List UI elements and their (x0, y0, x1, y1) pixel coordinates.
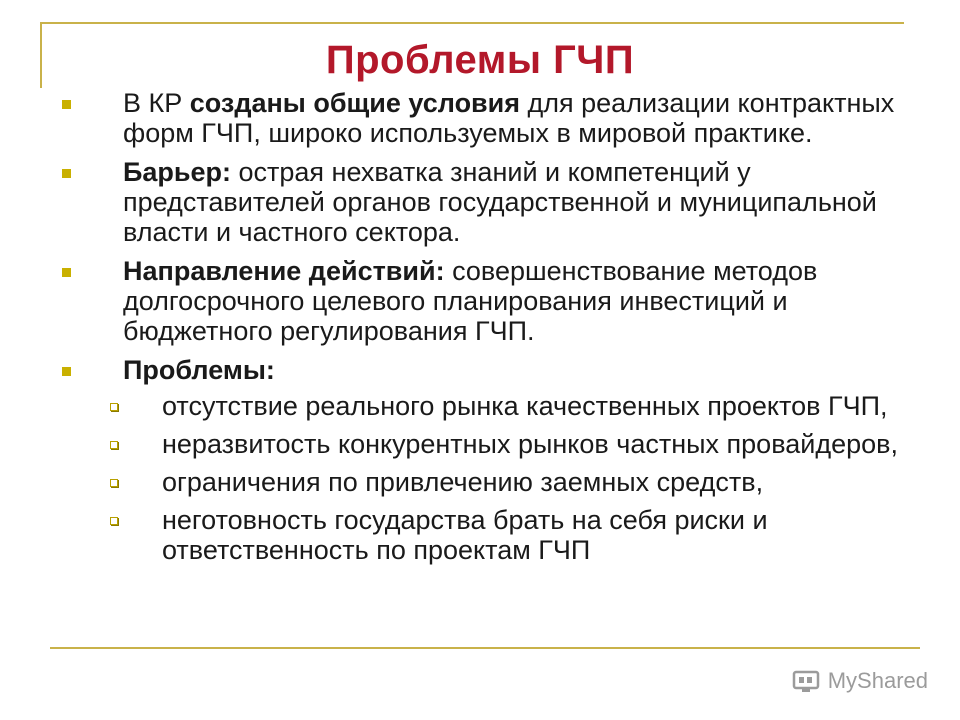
square-bullet-icon (62, 367, 71, 376)
sub-item (62, 429, 912, 459)
hollow-square-bullet-icon (110, 403, 118, 411)
bullet-item-conditions (62, 88, 912, 148)
square-bullet-icon (62, 169, 71, 178)
frame-line-top (40, 22, 904, 24)
item-text: совершенствование методов долгосрочного целевого планирования инвестиций и бюджетного регулирования ГЧП. (123, 256, 818, 346)
sub-item-text: неготовность государства брать на себя риски и ответственность по проектам ГЧП (162, 505, 768, 565)
item-prefix: В КР (123, 88, 190, 118)
item-text: для реализации контрактных форм ГЧП, широко используемых в мировой практике. (123, 88, 895, 148)
slide-content (62, 88, 912, 573)
hollow-square-bullet-icon (110, 479, 118, 487)
sub-item (62, 505, 912, 565)
item-bold: Проблемы: (123, 355, 275, 385)
hollow-square-bullet-icon (110, 517, 118, 525)
myshared-watermark (792, 668, 928, 694)
bullet-item-direction (62, 256, 912, 346)
item-bold: Барьер: (123, 157, 232, 187)
item-text: острая нехватка знаний и компетенций у представителей органов государственной и муниципальной власти и частного сектора. (123, 157, 877, 247)
sub-item-text: неразвитость конкурентных рынков частных провайдеров, (162, 429, 898, 459)
slide-title: Проблемы ГЧП (325, 38, 635, 82)
square-bullet-icon (62, 100, 71, 109)
square-bullet-icon (62, 268, 71, 277)
item-bold: Направление действий: (123, 256, 445, 286)
sub-item (62, 467, 912, 497)
sub-item-text: ограничения по привлечению заемных средств, (162, 467, 764, 497)
sub-item (62, 391, 912, 421)
bullet-item-barrier (62, 157, 912, 247)
myshared-logo-icon (792, 668, 822, 694)
watermark-text: MyShared (827, 668, 928, 693)
bullet-item-problems (62, 355, 912, 385)
sub-item-text: отсутствие реального рынка качественных проектов ГЧП, (162, 391, 888, 421)
hollow-square-bullet-icon (110, 441, 118, 449)
item-bold: созданы общие условия (189, 88, 521, 118)
frame-line-bottom (50, 647, 920, 649)
